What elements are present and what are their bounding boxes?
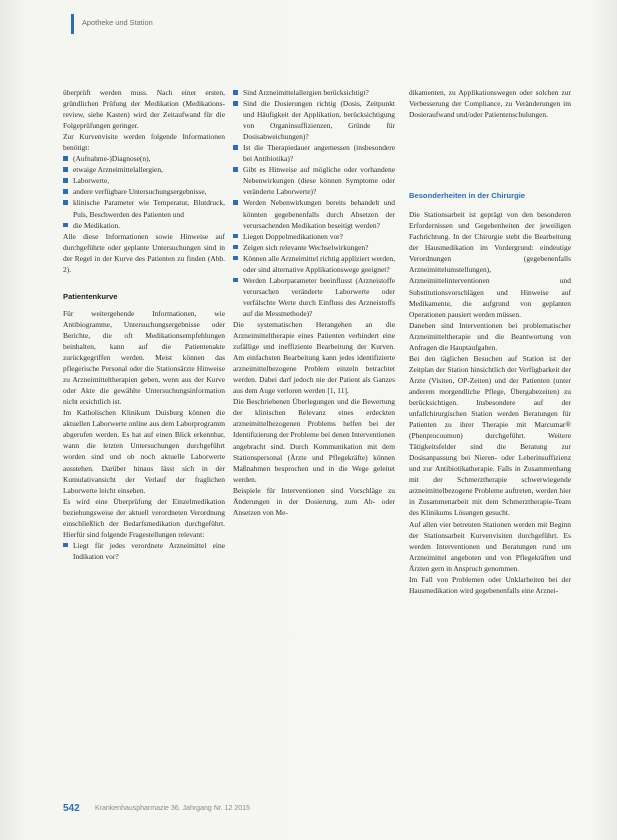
list-item: andere verfügbare Untersuchungsergebnisse,: [63, 186, 225, 197]
bullet-list: [63, 540, 225, 562]
paragraph: Zur Kurvenvisite werden folgende Informationen benötigt:: [63, 132, 225, 153]
column-1: [63, 87, 225, 562]
paragraph: Bei den täglichen Besuchen auf Station ist der Zeitplan der Station hinsichtlich der Verfügbarkeit der Ärzte (Visiten, OP-Zeiten) und der Patienten (unter anderem morgendliche Pflege, Übergabezeiten) zu berücksichtigen. Insbesondere auf der unfallchirurgischen Station werden Beratungen für Patienten zu ihrer Therapie mit Marcumar® (Phenprocoumon) durchgeführt. Weitere Tätigkeitsfelder sind die Beratung zur Dosisanpassung bei Nieren- oder Leberinsuffizienz und zur Antibiotikatherapie. Falls in Zusammenhang mit der Schmerztherapie schwerwiegende arzneimittelbezogene Probleme auftreten, werden hier in Zusammenarbeit mit dem Schmerztherapie-Team des Klinikums Lösungen gesucht.: [409, 353, 571, 518]
section-chirurgie: [409, 190, 571, 596]
paragraph: Beispiele für Interventionen sind Vorschläge zu Änderungen in der Dosierung, zum Ab- oder Ansetzen von Me-: [233, 485, 395, 517]
column-2: [233, 87, 395, 518]
bullet-list: [63, 153, 225, 230]
list-item: Werden Laborparameter beeinflusst (Arzneistoffe verursachen veränderte Laborwerte oder verfälschte Werte durch Einfluss des Arzneistoffs auf die Messmethode)?: [233, 275, 395, 319]
list-item: Sind Arzneimittelallergien berücksichtigt?: [233, 87, 395, 98]
list-item: Zeigen sich relevante Wechselwirkungen?: [233, 242, 395, 253]
journal-citation: Krankenhauspharmazie 36. Jahrgang Nr. 12 2015: [95, 805, 250, 812]
paragraph: Die Stationsarbeit ist geprägt von den besonderen Erfordernissen und Gegebenheiten der jeweiligen Fachrichtung. In der Chirurgie steht die Bearbeitung der Hausmedikation im Vordergrund: eindeutige Verordnungen (gegebenenfalls Arzneimittelumstellungen), Arzneimittelinterventionen und Substitutionsvorschlägen und Hinweise auf Medikamente, die aufgrund von geplanten Operationen pausiert werden müssen.: [409, 210, 571, 319]
bullet-square-icon: [233, 256, 238, 261]
bullet-square-icon: [233, 278, 238, 283]
paragraph: Auf allen vier betreuten Stationen werden mit Beginn der Stationsarbeit Kurvenvisiten durchgeführt. Es werden Interventionen und Beratungen rund um Arzneimittel angeboten und von Pflegekräften und Ärzten gern in Anspruch genommen.: [409, 519, 571, 573]
list-item: Liegen Doppelmedikationen vor?: [233, 231, 395, 242]
list-item: Werden Nebenwirkungen bereits behandelt und könnten gegebenenfalls durch Absetzen der verursachenden Medikation beseitigt werden?: [233, 197, 395, 230]
bullet-square-icon: [63, 156, 68, 161]
list-item: klinische Parameter wie Temperatur, Blutdruck, Puls, Beschwerden des Patienten und: [63, 197, 225, 219]
bullet-square-icon: [233, 234, 238, 239]
paragraph: Im Katholischen Klinikum Duisburg können die aktuellen Laborwerte online aus dem Laborprogramm abgerufen werden. Es hat auf einen Blick erkennbar, wann die letzten Untersuchungen durchgeführt worden sind und ob noch aktuelle Laborwerte ausstehen. Darüber hinaus lässt sich in der Kumulativansicht der Verlauf der fraglichen Laborwerte leicht einsehen.: [63, 408, 225, 495]
paragraph: Alle diese Informationen sowie Hinweise auf durchgeführte oder geplante Untersuchungen sind in der Regel in der Kurve des Patienten zu finden (Abb. 2).: [63, 231, 225, 274]
bullet-square-icon: [233, 90, 238, 95]
paragraph: Die Beschriebenen Überlegungen und die Bewertung der klinischen Relevanz eines erdeckten arzneimittelbezogenen Problems helfen bei der Identifizierung der Probleme bei denen Interventionen angebracht sind. Durch Kommunikation mit dem Stationspersonal (Ärzte und Pflegekräfte) können Maßnahmen besprochen und in die Wege geleitet werden.: [233, 397, 395, 484]
bullet-square-icon: [233, 145, 238, 150]
running-head-bar: [71, 14, 74, 34]
bullet-square-icon: [63, 200, 68, 205]
section-heading-patientenkurve: Patientenkurve: [63, 291, 118, 301]
list-item: die Medikation.: [63, 220, 225, 231]
bullet-square-icon: [233, 245, 238, 250]
bullet-square-icon: [233, 101, 238, 106]
paragraph: Im Fall von Problemen oder Unklarheiten bei der Hausmedikation wird gegebenenfalls eine Arznei-: [409, 574, 571, 595]
bullet-list: [233, 87, 395, 319]
list-item: (Aufnahme-)Diagnose(n),: [63, 153, 225, 164]
running-head: Apotheke und Station: [82, 18, 153, 27]
paragraph: dikamenten, zu Applikationswegen oder solchen zur Verbesserung der Compliance, zu Veränderungen im Dosieraufwand und/oder Patientenschulungen.: [409, 88, 571, 120]
bullet-square-icon: [63, 167, 68, 172]
bullet-square-icon: [233, 200, 238, 205]
section-heading-chirurgie: Besonderheiten in der Chirurgie: [409, 191, 526, 201]
paragraph: überprüft werden muss. Nach einer ersten, gründlichen Prüfung der Medikation (Medikations-review, siehe Kasten) wird der Zeitaufwand für die Folgeprüfungen geringer.: [63, 88, 225, 131]
page-number: 542: [63, 803, 80, 814]
list-item: Sind die Dosierungen richtig (Dosis, Zeitpunkt und Häufigkeit der Applikation, berücksichtigung von Organinsuffizienzen, Gründe für Dosisabweichungen)?: [233, 98, 395, 142]
bullet-square-icon: [63, 223, 68, 228]
list-item: etwaige Arzneimittelallergien,: [63, 164, 225, 175]
list-item: Können alle Arzneimittel richtig appliziert werden, oder sind alternative Applikationswege geeignet?: [233, 253, 395, 275]
paragraph: Daneben sind Interventionen bei problematischer Arzneimitteltherapie und die Beantwortung von Anfragen die Hauptaufgaben.: [409, 320, 571, 352]
bullet-square-icon: [63, 543, 68, 548]
list-item: Ist die Therapiedauer angemessen (insbesondere bei Antibiotika)?: [233, 142, 395, 164]
paragraph: Für weitergehende Informationen, wie Antibiogramme, Untersuchungsergebnisse oder Berichte, die oft Medikationsempfehlungen beinhalten, kann auf die Patientenakte zurückgegriffen werden. Meist können das pflegerische Personal oder die Stationsärzte Hinweise zu Arzneimitteltherapien geben, wenn aus der Kurve oder Akte die gewählte Untersuchungsinformation nicht ersichtlich ist.: [63, 308, 225, 407]
column-3: [409, 87, 571, 596]
paragraph: Es wird eine Überprüfung der Einzelmedikation beziehungsweise der aktuell verordneten Verordnung einschließlich der Bedarfsmedikation durchgeführt. Hierfür sind folgende Fragestellungen relevant:: [63, 496, 225, 539]
bullet-square-icon: [63, 189, 68, 194]
list-item: Liegt für jedes verordnete Arzneimittel eine Indikation vor?: [63, 540, 225, 562]
paragraph: Die systematischen Herangehen an die Arzneimitteltherapie eines Patienten verhindert eine zufällige und ineffiziente Bearbeitung der Kurven. Am einfachsten Bearbeitung kann jedes identifizierte arzneimittelbezogene Problem einzeln betrachtet werden. Dabei darf jedoch nie der Patient als Ganzes aus dem Auge verloren werden [1, 11].: [233, 319, 395, 396]
bullet-square-icon: [233, 167, 238, 172]
bullet-square-icon: [63, 178, 68, 183]
page-footer: [0, 803, 617, 817]
list-item: Laborwerte,: [63, 175, 225, 186]
list-item: Gibt es Hinweise auf mögliche oder vorhandene Nebenwirkungen (diese können Symptome oder veränderte Laborwerte)?: [233, 164, 395, 197]
